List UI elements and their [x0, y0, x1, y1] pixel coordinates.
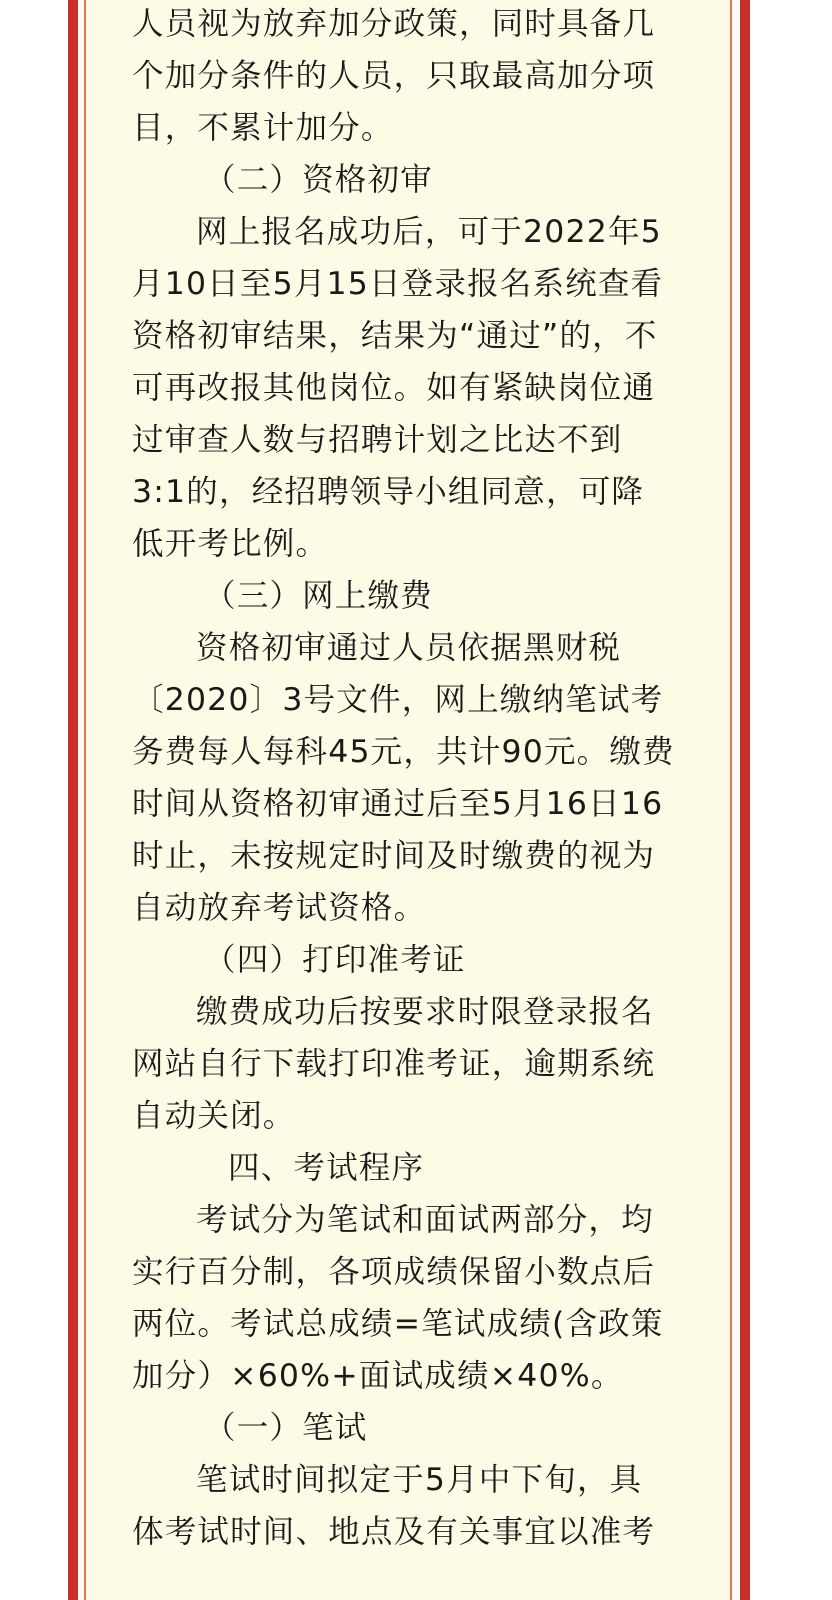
text-line: 目，不累计加分。 — [132, 110, 394, 146]
section-heading: （二）资格初审 — [204, 162, 433, 198]
text-line: 月10日至5月15日登录报名系统查看 — [132, 266, 664, 302]
paragraph-first-line: 网上报名成功后，可于2022年5 — [196, 214, 662, 250]
paragraph-first-line: 考试分为笔试和面试两部分，均 — [196, 1202, 654, 1238]
text-line: 加分）×60%+面试成绩×40%。 — [132, 1358, 624, 1394]
text-line: 资格初审结果，结果为“通过”的，不 — [132, 318, 658, 354]
text-line: 〔2020〕3号文件，网上缴纳笔试考 — [132, 682, 664, 718]
text-line: 时间从资格初审通过后至5月16日16 — [132, 786, 664, 822]
paragraph-first-line: 笔试时间拟定于5月中下旬，具 — [196, 1462, 643, 1498]
section-heading: （四）打印准考证 — [204, 942, 466, 978]
text-line: 实行百分制，各项成绩保留小数点后 — [132, 1254, 656, 1290]
paragraph-first-line: 资格初审通过人员依据黑财税 — [196, 630, 622, 666]
paragraph-first-line: 缴费成功后按要求时限登录报名 — [196, 994, 654, 1030]
chapter-heading: 四、考试程序 — [228, 1150, 425, 1186]
text-line: 人员视为放弃加分政策，同时具备几 — [132, 6, 656, 42]
text-line: 低开考比例。 — [132, 526, 329, 562]
text-line: 体考试时间、地点及有关事宜以准考 — [132, 1514, 656, 1550]
text-line: 3:1的，经招聘领导小组同意，可降 — [132, 474, 645, 510]
section-heading: （一）笔试 — [204, 1410, 368, 1446]
text-line: 务费每人每科45元，共计90元。缴费 — [132, 734, 675, 770]
text-line: 过审查人数与招聘计划之比达不到 — [132, 422, 623, 458]
section-heading: （三）网上缴费 — [204, 578, 433, 614]
text-line: 时止，未按规定时间及时缴费的视为 — [132, 838, 656, 874]
text-line: 自动放弃考试资格。 — [132, 890, 427, 926]
text-line: 自动关闭。 — [132, 1098, 296, 1134]
text-line: 个加分条件的人员，只取最高加分项 — [132, 58, 656, 94]
text-line: 网站自行下载打印准考证，逾期系统 — [132, 1046, 656, 1082]
text-line: 可再改报其他岗位。如有紧缺岗位通 — [132, 370, 656, 406]
text-line: 两位。考试总成绩=笔试成绩(含政策 — [132, 1306, 664, 1342]
